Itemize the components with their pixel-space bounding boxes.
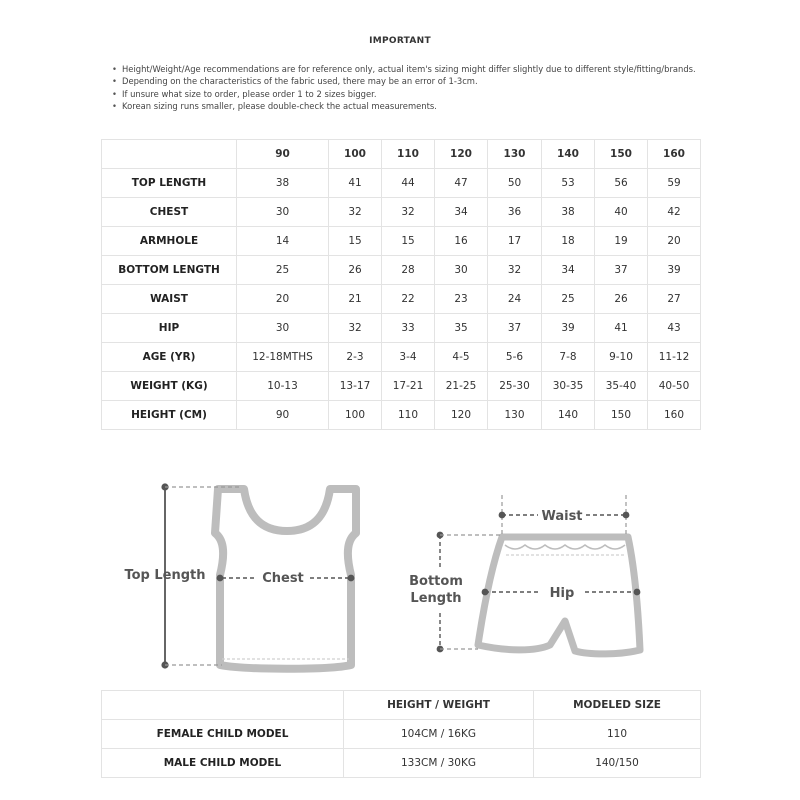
size-cell: 28 <box>382 256 435 285</box>
note-item: • Depending on the characteristics of the fabric used, there may be an error of 1-3cm. <box>112 75 712 87</box>
size-cell: 33 <box>382 314 435 343</box>
note-item: • Height/Weight/Age recommendations are for reference only, actual item's sizing might differ slightly due to different style/fitting/brands. <box>112 63 712 75</box>
size-cell: 40-50 <box>648 372 701 401</box>
height-weight-header: HEIGHT / WEIGHT <box>344 691 534 720</box>
size-cell: 27 <box>648 285 701 314</box>
size-cell: 39 <box>542 314 595 343</box>
size-cell: 10-13 <box>237 372 329 401</box>
size-cell: 150 <box>595 401 648 430</box>
size-row-label: CHEST <box>102 198 237 227</box>
size-header: 100 <box>329 140 382 169</box>
size-cell: 59 <box>648 169 701 198</box>
model-label: MALE CHILD MODEL <box>102 749 344 778</box>
size-cell: 47 <box>435 169 488 198</box>
size-cell: 140 <box>542 401 595 430</box>
size-header: 90 <box>237 140 329 169</box>
note-item: • Korean sizing runs smaller, please double-check the actual measurements. <box>112 100 712 112</box>
model-size: 140/150 <box>534 749 701 778</box>
model-row <box>102 749 701 778</box>
size-table-body <box>102 169 701 430</box>
size-cell: 5-6 <box>488 343 542 372</box>
size-cell: 25 <box>237 256 329 285</box>
model-table <box>101 690 701 778</box>
size-cell: 14 <box>237 227 329 256</box>
size-row-label: HIP <box>102 314 237 343</box>
size-cell: 22 <box>382 285 435 314</box>
note-item: • If unsure what size to order, please order 1 to 2 sizes bigger. <box>112 88 712 100</box>
size-cell: 32 <box>488 256 542 285</box>
size-cell: 50 <box>488 169 542 198</box>
size-cell: 32 <box>329 198 382 227</box>
bottom-length-label-line1: Bottom <box>409 574 463 589</box>
size-cell: 9-10 <box>595 343 648 372</box>
waist-label: Waist <box>541 509 583 524</box>
size-cell: 30 <box>237 314 329 343</box>
size-row <box>102 285 701 314</box>
size-row-label: HEIGHT (CM) <box>102 401 237 430</box>
size-cell: 2-3 <box>329 343 382 372</box>
size-cell: 34 <box>542 256 595 285</box>
size-cell: 56 <box>595 169 648 198</box>
size-row <box>102 169 701 198</box>
size-row-label: WAIST <box>102 285 237 314</box>
size-cell: 110 <box>382 401 435 430</box>
size-row-label: ARMHOLE <box>102 227 237 256</box>
size-header: 120 <box>435 140 488 169</box>
size-header: 140 <box>542 140 595 169</box>
size-row <box>102 401 701 430</box>
size-cell: 19 <box>595 227 648 256</box>
size-header: 130 <box>488 140 542 169</box>
size-row-label: AGE (YR) <box>102 343 237 372</box>
size-cell: 20 <box>648 227 701 256</box>
size-row-label: WEIGHT (KG) <box>102 372 237 401</box>
size-cell: 120 <box>435 401 488 430</box>
bottom-length-label-line2: Length <box>410 591 462 606</box>
size-cell: 20 <box>237 285 329 314</box>
size-cell: 43 <box>648 314 701 343</box>
size-cell: 30-35 <box>542 372 595 401</box>
size-cell: 24 <box>488 285 542 314</box>
size-cell: 160 <box>648 401 701 430</box>
size-cell: 26 <box>329 256 382 285</box>
hip-label: Hip <box>549 586 575 601</box>
notes-list <box>112 63 712 113</box>
size-cell: 4-5 <box>435 343 488 372</box>
model-size: 110 <box>534 720 701 749</box>
size-cell: 25 <box>542 285 595 314</box>
size-cell: 18 <box>542 227 595 256</box>
size-cell: 36 <box>488 198 542 227</box>
model-header-row <box>102 691 701 720</box>
size-cell: 15 <box>382 227 435 256</box>
size-cell: 37 <box>488 314 542 343</box>
size-cell: 11-12 <box>648 343 701 372</box>
modeled-size-header: MODELED SIZE <box>534 691 701 720</box>
page-title: IMPORTANT <box>369 36 431 46</box>
size-cell: 21 <box>329 285 382 314</box>
model-corner-cell <box>102 691 344 720</box>
size-cell: 13-17 <box>329 372 382 401</box>
size-cell: 35-40 <box>595 372 648 401</box>
size-cell: 37 <box>595 256 648 285</box>
size-cell: 32 <box>329 314 382 343</box>
size-cell: 41 <box>595 314 648 343</box>
size-cell: 35 <box>435 314 488 343</box>
size-header-row <box>102 140 701 169</box>
size-cell: 38 <box>542 198 595 227</box>
size-cell: 3-4 <box>382 343 435 372</box>
size-cell: 30 <box>237 198 329 227</box>
size-cell: 41 <box>329 169 382 198</box>
size-header: 150 <box>595 140 648 169</box>
size-cell: 100 <box>329 401 382 430</box>
model-height-weight: 133CM / 30KG <box>344 749 534 778</box>
measurement-diagram <box>0 455 800 690</box>
size-cell: 40 <box>595 198 648 227</box>
top-length-label: Top Length <box>124 568 206 583</box>
size-cell: 7-8 <box>542 343 595 372</box>
size-cell: 42 <box>648 198 701 227</box>
size-cell: 17 <box>488 227 542 256</box>
size-cell: 30 <box>435 256 488 285</box>
size-row <box>102 256 701 285</box>
size-header: 110 <box>382 140 435 169</box>
size-cell: 34 <box>435 198 488 227</box>
size-cell: 90 <box>237 401 329 430</box>
size-cell: 25-30 <box>488 372 542 401</box>
size-row <box>102 227 701 256</box>
size-cell: 44 <box>382 169 435 198</box>
chest-label: Chest <box>262 571 304 586</box>
model-row <box>102 720 701 749</box>
size-cell: 130 <box>488 401 542 430</box>
size-cell: 53 <box>542 169 595 198</box>
size-header: 160 <box>648 140 701 169</box>
size-chart-table <box>101 139 701 430</box>
size-cell: 21-25 <box>435 372 488 401</box>
size-cell: 38 <box>237 169 329 198</box>
size-row <box>102 198 701 227</box>
model-label: FEMALE CHILD MODEL <box>102 720 344 749</box>
size-row-label: BOTTOM LENGTH <box>102 256 237 285</box>
size-cell: 12-18MTHS <box>237 343 329 372</box>
size-row <box>102 343 701 372</box>
size-cell: 39 <box>648 256 701 285</box>
size-cell: 32 <box>382 198 435 227</box>
size-row <box>102 372 701 401</box>
size-cell: 17-21 <box>382 372 435 401</box>
size-cell: 23 <box>435 285 488 314</box>
corner-cell <box>102 140 237 169</box>
size-row-label: TOP LENGTH <box>102 169 237 198</box>
size-cell: 26 <box>595 285 648 314</box>
model-height-weight: 104CM / 16KG <box>344 720 534 749</box>
size-cell: 16 <box>435 227 488 256</box>
size-row <box>102 314 701 343</box>
size-cell: 15 <box>329 227 382 256</box>
